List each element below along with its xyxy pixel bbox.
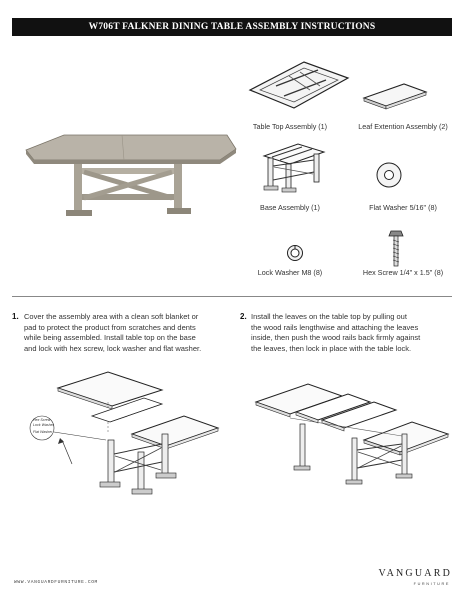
table-top-icon <box>244 56 354 112</box>
step-2-text <box>251 312 456 354</box>
step-1-line: Cover the assembly area with a clean soft blanket or <box>24 312 199 321</box>
part-label-flat-washer: Flat Washer 5/16" (8) <box>369 203 437 212</box>
callout-flat-washer: Flat Washer <box>33 430 53 434</box>
flat-washer-icon <box>374 160 404 190</box>
footer-url: WWW.VANGUARDFURNITURE.COM <box>14 580 98 585</box>
step-2-number: 2. <box>240 312 247 321</box>
step-1-number: 1. <box>12 312 19 321</box>
step-2-illustration <box>252 372 452 492</box>
hex-screw-icon <box>386 228 406 270</box>
document-title: W706T FALKNER DINING TABLE ASSEMBLY INSTRUCTIONS <box>12 18 452 36</box>
brand-subtitle: FURNITURE <box>413 582 450 586</box>
step-2-line: Install the leaves on the table top by pulling out <box>251 312 407 321</box>
part-label-base: Base Assembly (1) <box>260 203 320 212</box>
lock-washer-icon <box>285 243 305 263</box>
part-label-table-top: Table Top Assembly (1) <box>252 122 328 131</box>
leaf-icon <box>360 78 430 118</box>
step-1-text <box>24 312 234 354</box>
table-photo <box>12 132 242 222</box>
step-1-line: pad to protect the product from scratches and dents <box>24 322 196 332</box>
part-label-lock-washer: Lock Washer M8 (8) <box>257 268 323 277</box>
step-2-line: the leaves, then lock in place with the table lock. <box>251 343 412 353</box>
step-2-line: inside, then push the wood rails back firmly against <box>251 333 421 343</box>
callout-hex-screw: Hex Screw <box>33 418 51 422</box>
part-label-hex-screw: Hex Screw 1/4" x 1.5" (8) <box>362 268 444 277</box>
step-1-line: and lock with hex screw, lock washer and flat washer. <box>24 343 202 353</box>
section-divider <box>12 296 452 297</box>
step-1-line: while being assembled. Install table top on the base <box>24 333 196 343</box>
step-2-line: the wood rails lengthwise and attaching the leaves <box>251 322 419 332</box>
base-icon <box>258 140 330 194</box>
part-label-leaf: Leaf Extention Assembly (2) <box>358 122 448 131</box>
callout-lock-washer: Lock Washer <box>33 423 54 427</box>
brand-logo: VANGUARD <box>378 568 452 579</box>
